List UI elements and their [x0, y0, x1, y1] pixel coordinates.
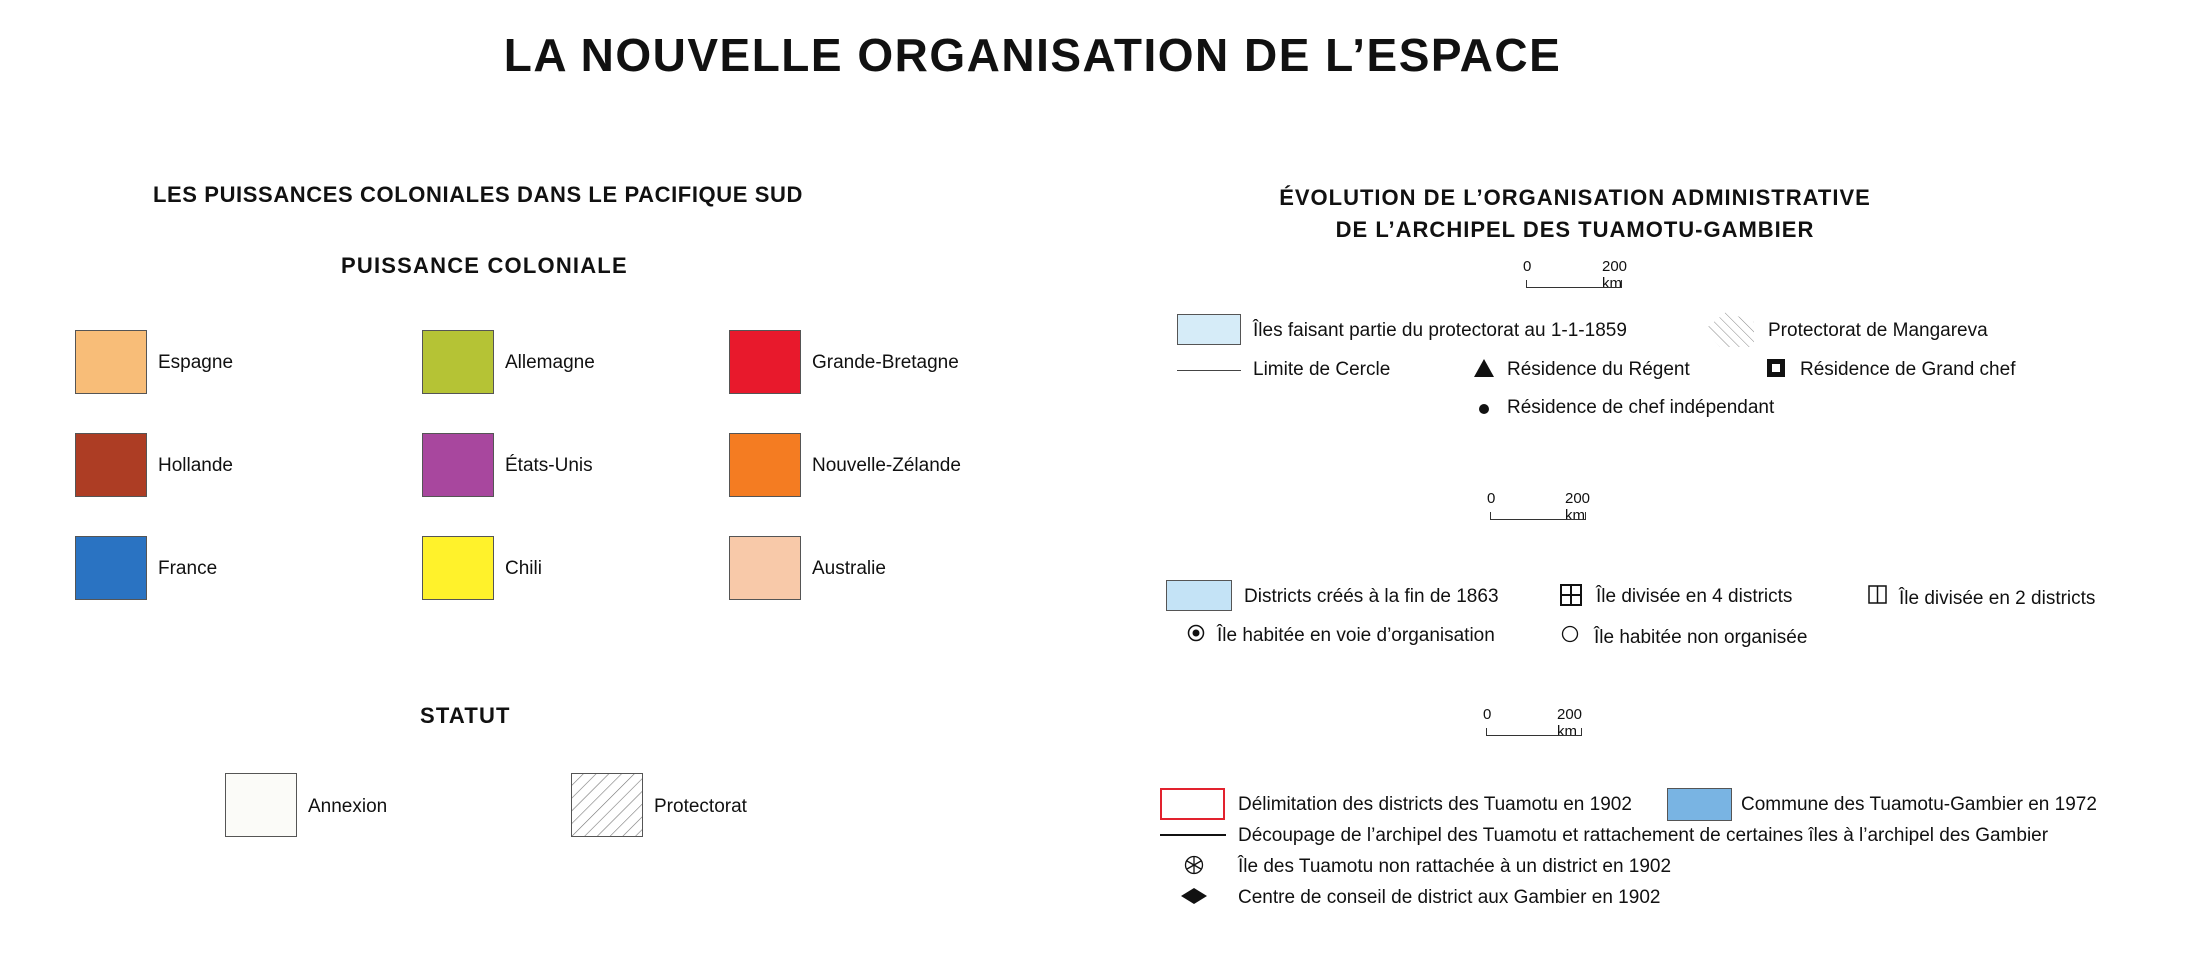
label-commune-1972: Commune des Tuamotu-Gambier en 1972	[1741, 794, 2097, 815]
right-heading-line2: DE L’ARCHIPEL DES TUAMOTU-GAMBIER	[1335, 217, 1815, 242]
circled-asterisk-icon	[1184, 855, 1204, 875]
thin-line-icon	[1177, 370, 1241, 371]
label-ile-4-districts: Île divisée en 4 districts	[1596, 586, 1793, 607]
blue-area-icon	[1667, 788, 1732, 821]
quartered-square-icon	[1560, 584, 1582, 606]
label-hollande: Hollande	[158, 455, 233, 476]
label-ile-voie-organisation: Île habitée en voie d’organisation	[1217, 625, 1495, 646]
swatch-france	[75, 536, 147, 600]
left-panel-heading: LES PUISSANCES COLONIALES DANS LE PACIFIQUE SUD	[153, 182, 803, 207]
main-title: LA NOUVELLE ORGANISATION DE L’ESPACE	[503, 29, 1562, 81]
scale-bar-2	[1487, 490, 1591, 524]
label-france: France	[158, 558, 218, 579]
swatch-chili	[422, 536, 494, 600]
label-residence-chef-independant: Résidence de chef indépendant	[1507, 397, 1775, 418]
diamond-icon	[1181, 888, 1207, 904]
label-ile-2-districts: Île divisée en 2 districts	[1899, 588, 2096, 609]
puissance-heading: PUISSANCE COLONIALE	[341, 253, 628, 278]
label-allemagne: Allemagne	[505, 352, 595, 373]
label-etats-unis: États-Unis	[505, 455, 593, 476]
scale-2-line	[1490, 512, 1586, 520]
label-iles-protectorat-1859: Îles faisant partie du protectorat au 1-1-1859	[1253, 320, 1627, 341]
scale-2-start: 0	[1487, 490, 1496, 507]
label-grande-bretagne: Grande-Bretagne	[812, 352, 959, 373]
swatch-etats-unis	[422, 433, 494, 497]
label-ile-non-rattachee: Île des Tuamotu non rattachée à un district en 1902	[1238, 856, 1672, 877]
thick-line-icon	[1160, 834, 1226, 836]
swatch-espagne	[75, 330, 147, 394]
statut-heading: STATUT	[420, 703, 511, 728]
swatch-hollande	[75, 433, 147, 497]
scale-3-start: 0	[1483, 706, 1492, 723]
swatch-allemagne	[422, 330, 494, 394]
scale-3-end: 200 km	[1557, 706, 1583, 740]
right-panel-heading	[1220, 182, 1930, 246]
swatch-australie	[729, 536, 801, 600]
circle-dot-icon	[1187, 624, 1205, 642]
label-limite-cercle: Limite de Cercle	[1253, 359, 1391, 380]
label-chili: Chili	[505, 558, 542, 579]
label-ile-non-organisee: Île habitée non organisée	[1594, 627, 1808, 648]
hatched-area-icon	[1704, 312, 1754, 347]
open-circle-icon	[1561, 625, 1579, 643]
red-outline-box-icon	[1160, 788, 1225, 820]
label-protectorat: Protectorat	[654, 796, 747, 817]
triangle-icon	[1474, 359, 1494, 377]
swatch-protectorat	[571, 773, 643, 837]
scale-1-end: 200 km	[1602, 258, 1628, 292]
label-decoupage-archipel: Découpage de l’archipel des Tuamotu et rattachement de certaines îles à l’archipel des Gambier	[1238, 825, 2049, 846]
scale-bar-1	[1523, 258, 1628, 292]
scale-1-line	[1526, 280, 1622, 288]
label-districts-1863: Districts créés à la fin de 1863	[1244, 586, 1499, 607]
right-heading-line1: ÉVOLUTION DE L’ORGANISATION ADMINISTRATIVE	[1279, 185, 1871, 210]
dot-icon	[1478, 403, 1490, 415]
label-protectorat-mangareva: Protectorat de Mangareva	[1768, 320, 1988, 341]
scale-2-end: 200 km	[1565, 490, 1591, 524]
label-australie: Australie	[812, 558, 886, 579]
label-delimitation-districts-1902: Délimitation des districts des Tuamotu en 1902	[1238, 794, 1632, 815]
swatch-grande-bretagne	[729, 330, 801, 394]
label-residence-regent: Résidence du Régent	[1507, 359, 1690, 380]
halved-square-icon	[1868, 585, 1888, 605]
label-annexion: Annexion	[308, 796, 388, 817]
scale-1-start: 0	[1523, 258, 1532, 275]
swatch-annexion	[225, 773, 297, 837]
scale-3-line	[1486, 728, 1582, 736]
label-nouvelle-zelande: Nouvelle-Zélande	[812, 455, 961, 476]
districts-1863-area-icon	[1166, 580, 1232, 611]
square-dot-icon	[1767, 359, 1785, 377]
label-espagne: Espagne	[158, 352, 234, 373]
swatch-nouvelle-zelande	[729, 433, 801, 497]
label-residence-grand-chef: Résidence de Grand chef	[1800, 359, 2016, 380]
scale-bar-3	[1483, 706, 1586, 740]
label-centre-conseil-gambier: Centre de conseil de district aux Gambier en 1902	[1238, 887, 1661, 908]
light-blue-area-icon	[1177, 314, 1241, 345]
